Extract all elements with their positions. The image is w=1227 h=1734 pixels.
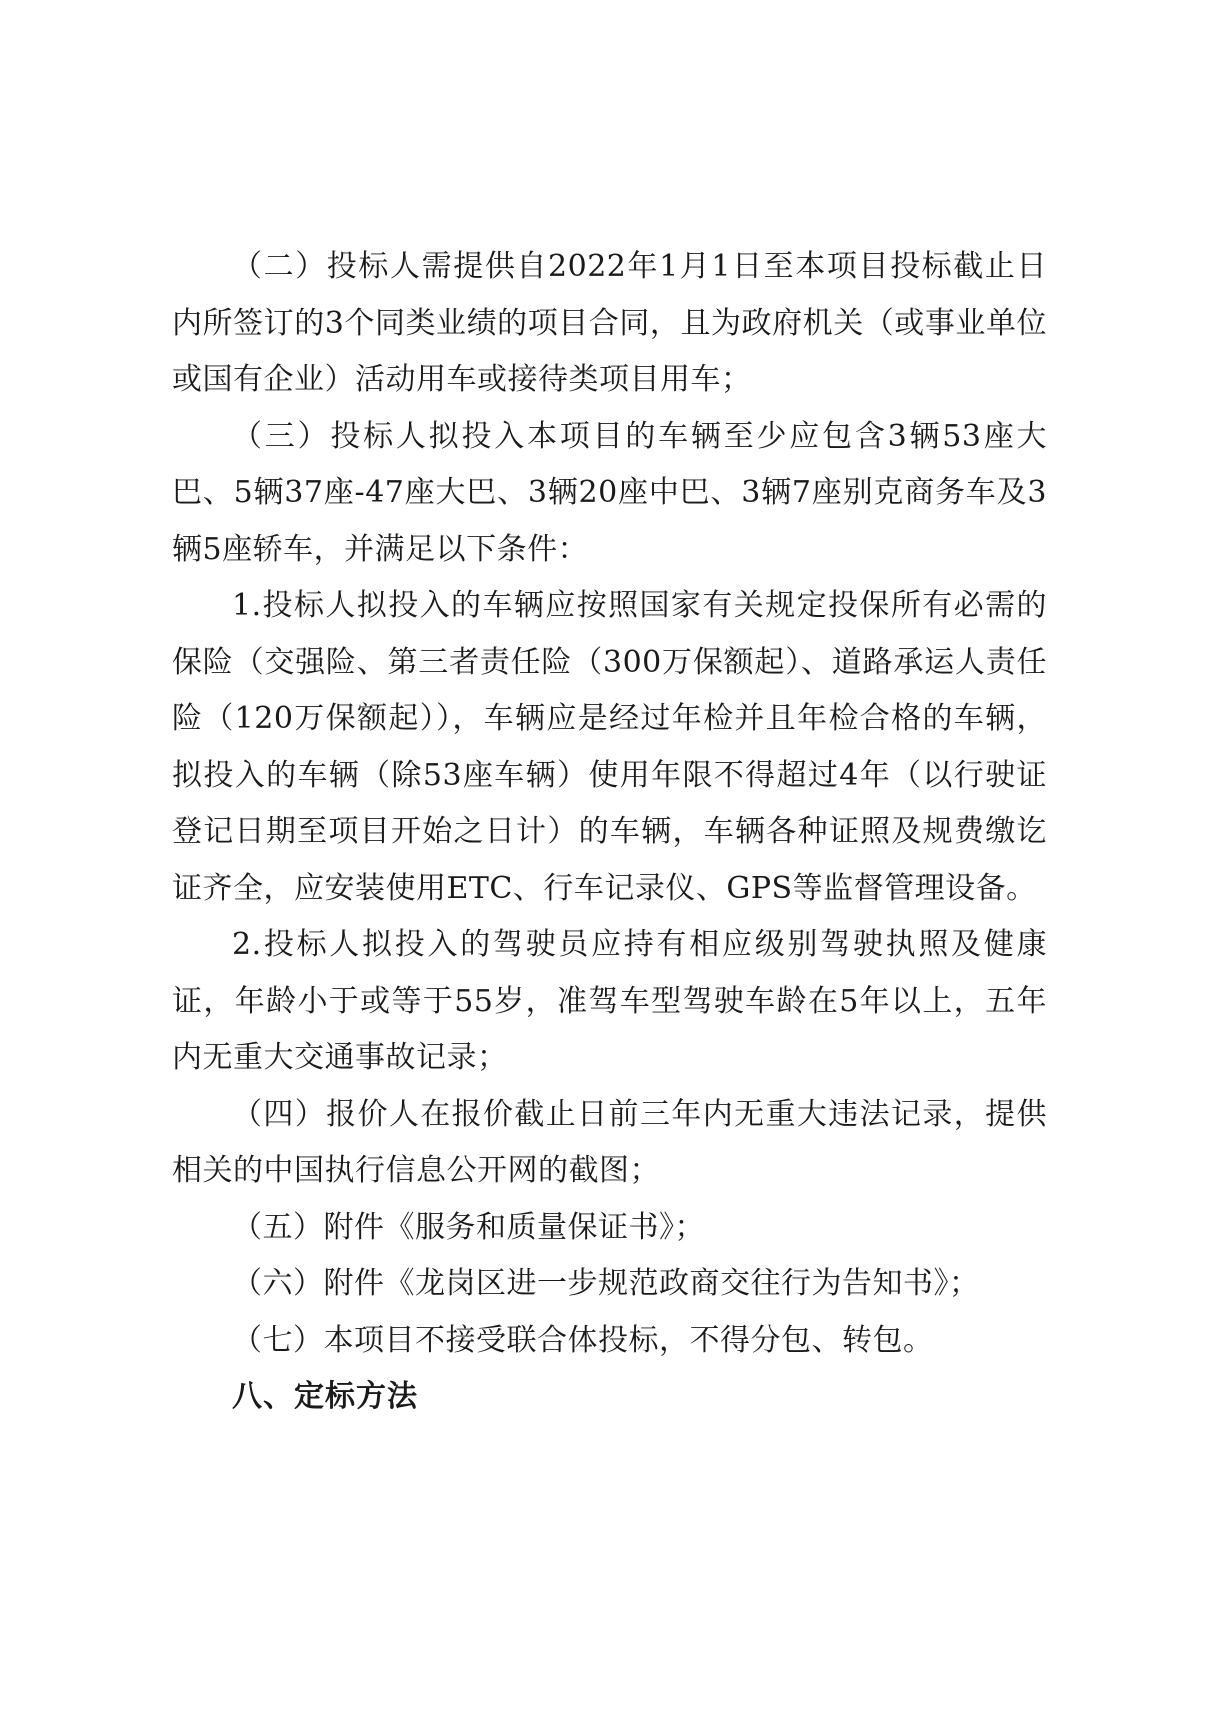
paragraph-subitem-1-vehicle-requirements: 1.投标人拟投入的车辆应按照国家有关规定投保所有必需的保险（交强险、第三者责任险（300万保额起）、道路承运人责任险（120万保额起）），车辆应是经过年检并且年检合格的车辆，拟投入的车辆（除53座车辆）使用年限不得超过4年（以行驶证登记日期至项目开始之日计）的车辆，车辆各种证照及规费缴讫证齐全，应安装使用ETC、行车记录仪、GPS等监督管理设备。 — [172, 588, 1047, 906]
section-heading-bid-method: 八、定标方法 — [232, 1379, 418, 1414]
paragraph-subitem-2-driver-requirements: 2.投标人拟投入的驾驶员应持有相应级别驾驶执照及健康证，年龄小于或等于55岁，准驾车型驾驶车龄在5年以上，五年内无重大交通事故记录； — [172, 927, 1047, 1075]
paragraph-item-4-legal-record: （四）报价人在报价截止日前三年内无重大违法记录，提供相关的中国执行信息公开网的截图； — [172, 1096, 1047, 1188]
paragraph-item-7-no-consortium: （七）本项目不接受联合体投标，不得分包、转包。 — [232, 1322, 934, 1358]
paragraph-item-2-performance: （二）投标人需提供自2022年1月1日至本项目投标截止日内所签订的3个同类业绩的项目合同，且为政府机关（或事业单位或国有企业）活动用车或接待类项目用车； — [172, 249, 1047, 397]
document-body — [172, 239, 1047, 1426]
paragraph-item-5-attachment: （五）附件《服务和质量保证书》； — [232, 1209, 705, 1245]
paragraph-item-6-attachment: （六）附件《龙岗区进一步规范政商交往行为告知书》； — [232, 1266, 980, 1301]
paragraph-item-3-vehicles: （三）投标人拟投入本项目的车辆至少应包含3辆53座大巴、5辆37座-47座大巴、3辆20座中巴、3辆7座别克商务车及3辆5座轿车，并满足以下条件： — [172, 418, 1047, 567]
